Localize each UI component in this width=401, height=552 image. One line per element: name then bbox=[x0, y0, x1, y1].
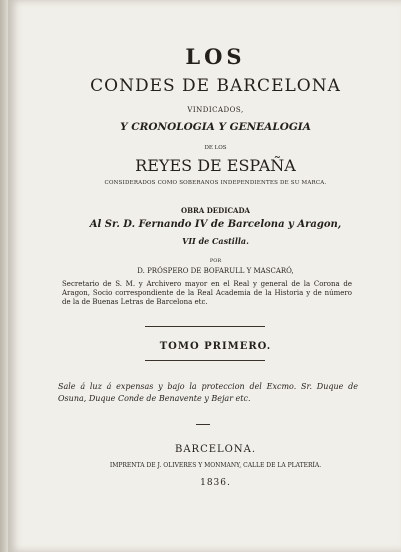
rule-bottom bbox=[145, 360, 265, 361]
rule-top bbox=[145, 326, 265, 327]
dedication-heading: OBRA DEDICADA bbox=[181, 206, 250, 215]
dedication-line-1: Al Sr. D. Fernando IV de Barcelona y Aragon, bbox=[89, 219, 342, 230]
small-rule bbox=[196, 424, 210, 425]
author-name: D. PRÓSPERO DE BOFARULL Y MASCARÓ, bbox=[137, 267, 294, 275]
dedication-line-2: VII de Castilla. bbox=[182, 236, 249, 246]
patronage-note: Sale á luz á expensas y bajo la proteccion del Excmo. Sr. Duque de Osuna, Duque Conde de Benavente y Bejar etc. bbox=[58, 382, 358, 403]
title-los: LOS bbox=[185, 44, 246, 69]
por-label: POR bbox=[209, 258, 222, 264]
title-reyes: REYES DE ESPAÑA bbox=[135, 156, 296, 175]
place: BARCELONA. bbox=[174, 444, 257, 455]
author-description: Secretario de S. M. y Archivero mayor en el Real y general de la Corona de Aragon, Socio correspondiente de la Real Academia de la Historia y de número de la de Buenas Letras de Barcelona etc. bbox=[62, 280, 352, 306]
printer: IMPRENTA DE J. OLIVERES Y MONMANY, CALLE DE LA PLATERÍA. bbox=[109, 462, 322, 469]
year: 1836. bbox=[200, 478, 231, 488]
title-condes: CONDES DE BARCELONA bbox=[90, 76, 341, 96]
subtitle-vindicados: VINDICADOS, bbox=[187, 106, 244, 114]
subtitle-de-los: DE LOS bbox=[204, 145, 227, 151]
subtitle-considerados: CONSIDERADOS COMO SOBERANOS INDEPENDIENTES DE SU MARCA. bbox=[104, 180, 327, 186]
subtitle-cronologia: Y CRONOLOGIA Y GENEALOGIA bbox=[120, 121, 311, 133]
volume-label: TOMO PRIMERO. bbox=[159, 341, 272, 352]
